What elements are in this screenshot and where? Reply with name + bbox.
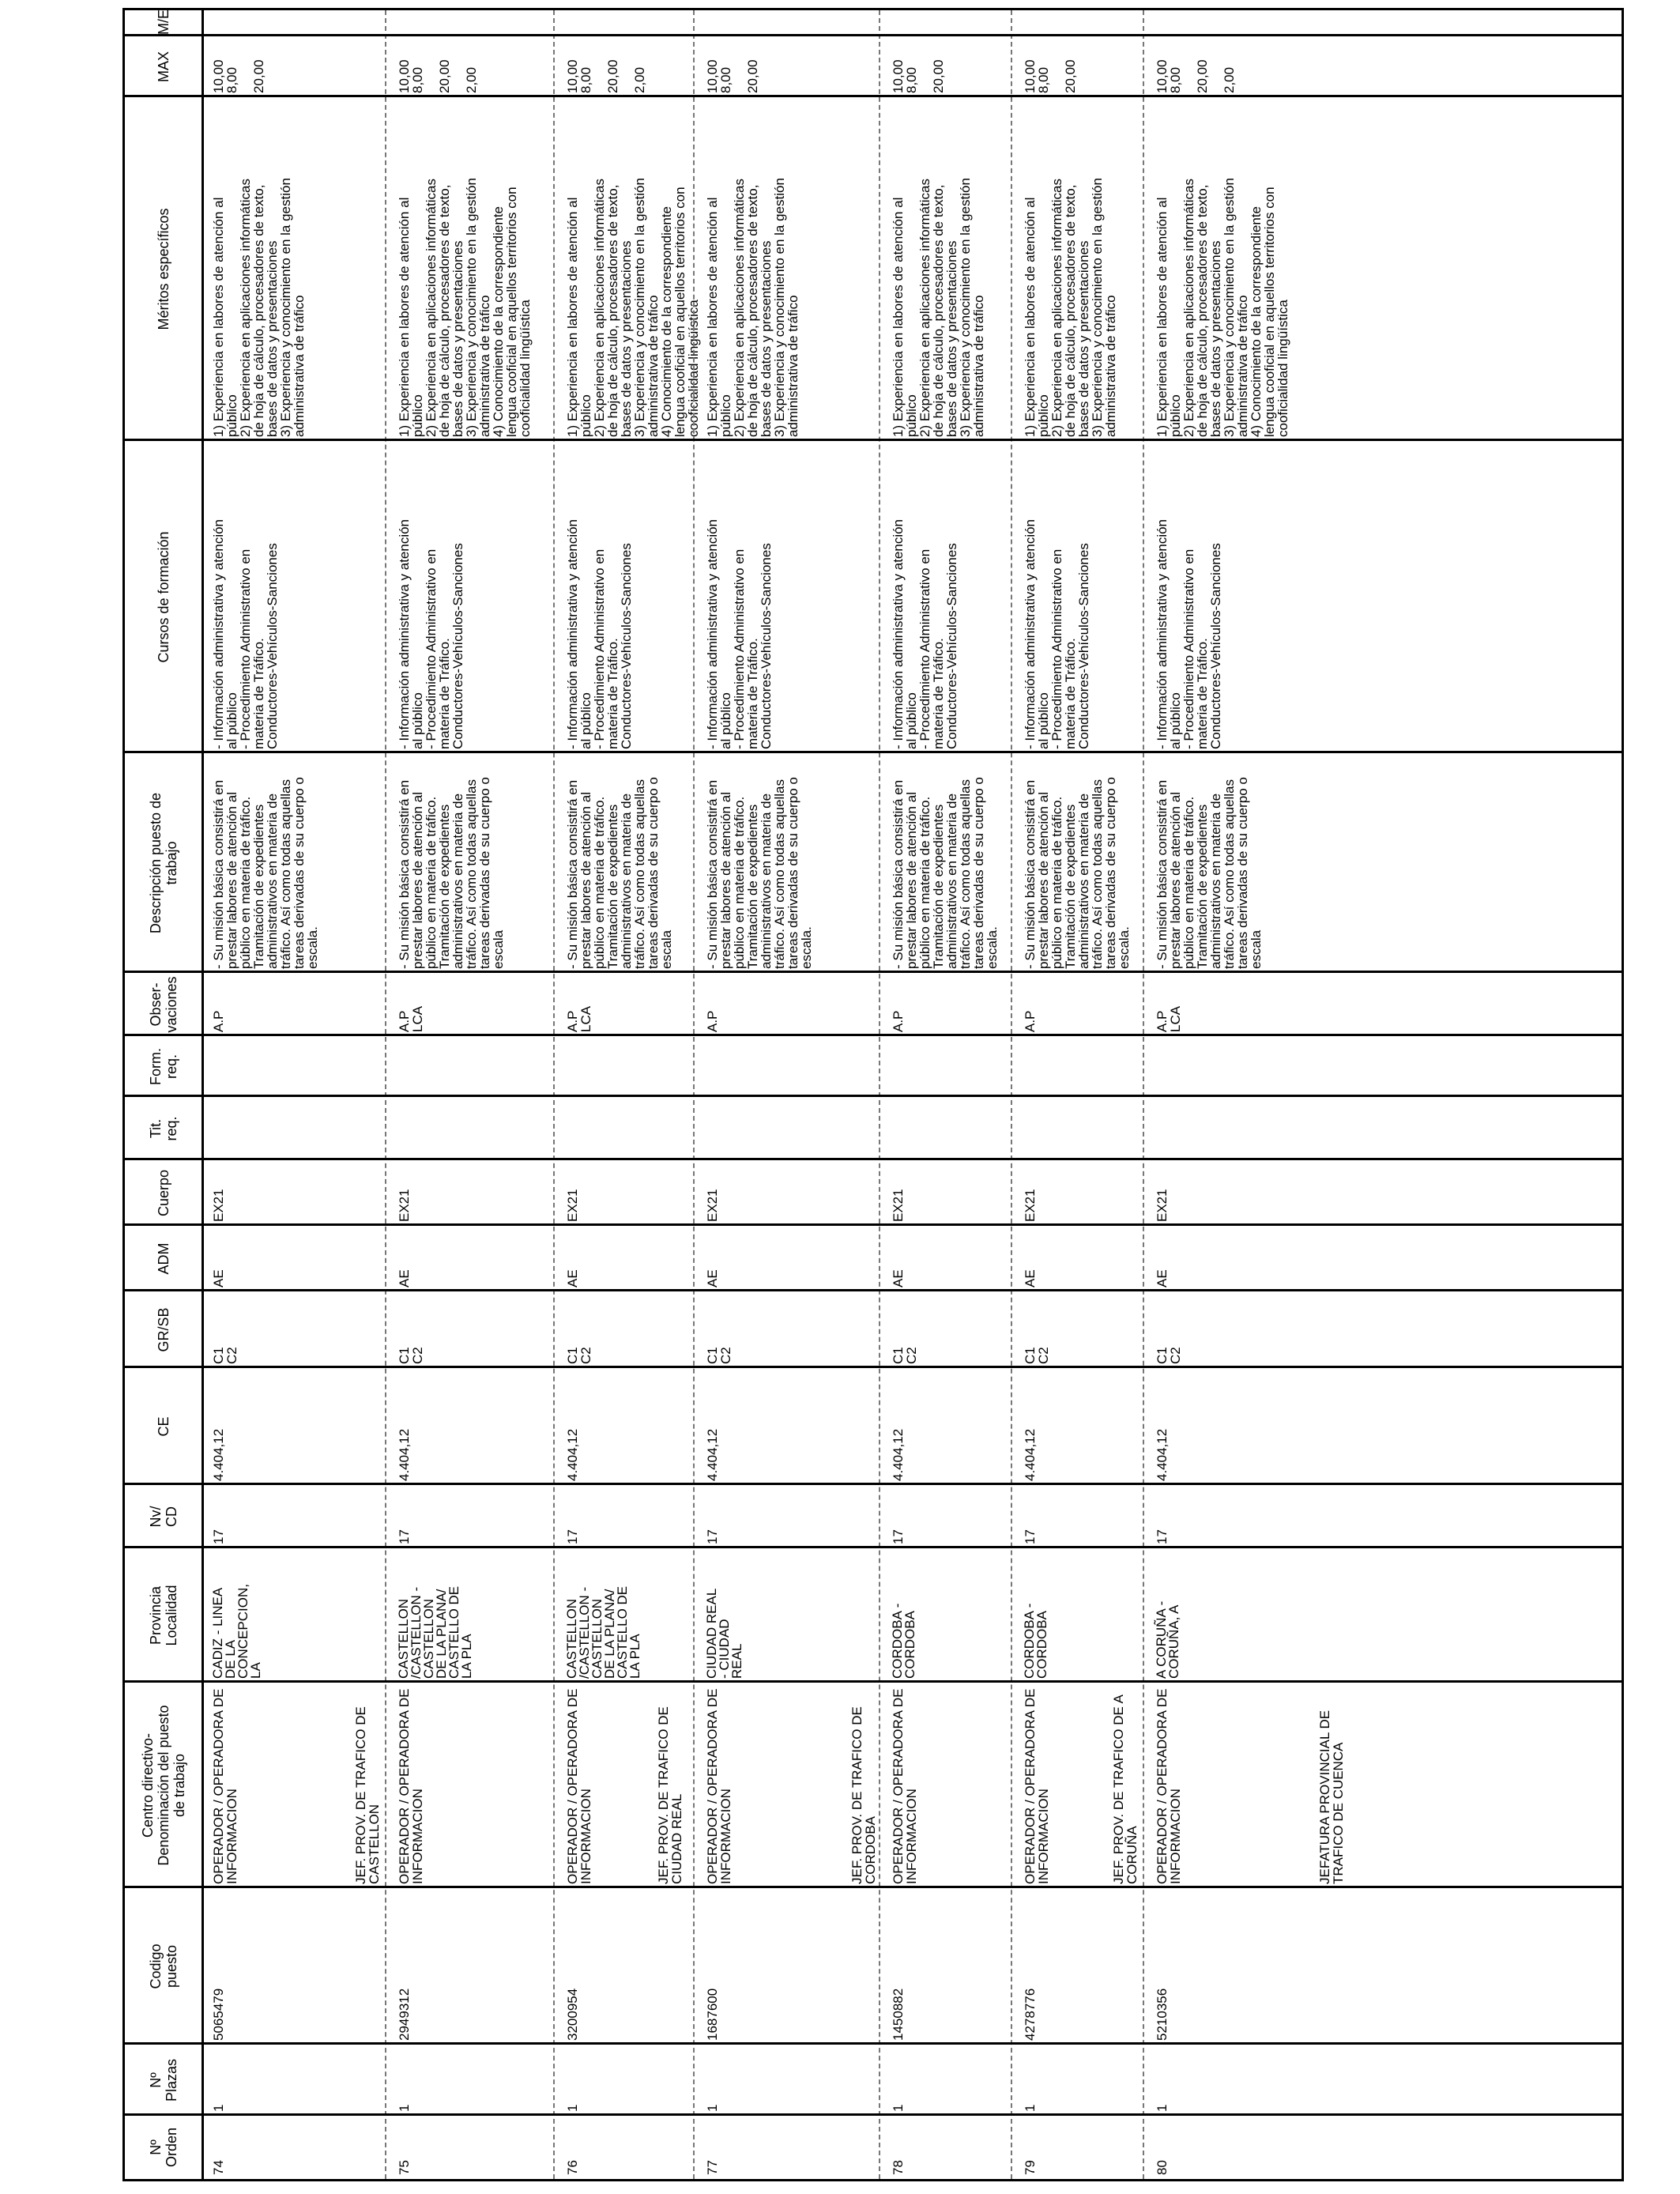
cell-adm: AE [891,1269,906,1287]
cell-denominacion: OPERADOR / OPERADORA DE INFORMACION [1155,1688,1183,1884]
header-ce: CE [155,1416,171,1437]
cell-codigo: 1687600 [705,1988,720,2041]
cell-cursos: - Información administrativa y atención al público - Procedimiento Administrativo en materia de Tráfico. Conductores-Vehículos-Sanciones [891,518,959,749]
column-divider [125,1680,1622,1683]
cell-orden: 80 [1155,2160,1170,2175]
cell-adm: AE [1155,1269,1170,1287]
cell-codigo: 3200954 [565,1988,580,2041]
cell-codigo: 4278776 [1023,1988,1038,2041]
cell-grupo: C1 C2 [1023,1347,1051,1364]
centre-directive-label: JEF. PROV. DE TRAFICO DE CIUDAD REAL [656,1706,684,1884]
cell-cuerpo: EX21 [211,1189,226,1222]
cell-denominacion: OPERADOR / OPERADORA DE INFORMACION [705,1688,733,1884]
header-adm: ADM [155,1242,171,1275]
cell-grupo: C1 C2 [891,1347,919,1364]
cell-cuerpo: EX21 [565,1189,580,1222]
cell-grupo: C1 C2 [211,1347,239,1364]
cell-cuerpo: EX21 [397,1189,412,1222]
cell-descripcion: - Su misión básica consistirá en prestar labores de atención al público en materia de tráfico. Tramitación de expedientes administrativos en materia de tráfico. Así como todas aquellas tareas derivadas de su cuerpo o escala [397,777,506,969]
posts-table [122,8,1624,2181]
cell-denominacion: OPERADOR / OPERADORA DE INFORMACION [1023,1688,1051,1884]
column-divider [125,1158,1622,1160]
cell-codigo: 1450882 [891,1988,906,2041]
column-divider [125,2042,1622,2045]
cell-meritos: 1) Experiencia en labores de atención al público 2) Experiencia en aplicaciones informáticas de hoja de cálculo, procesadores de texto, bases de datos y presentaciones 3) Experiencia y conocimiento en la gestión administrativa de tráfico 4) Conocimiento de la correspondiente lengua cooficial en aquellos territorios con cooficialidad lingüística [397,178,533,437]
cell-nivel: 17 [397,1529,412,1544]
centre-directive-label: JEF. PROV. DE TRAFICO DE A CORUÑA [1111,1695,1139,1884]
header-orden: Nº Orden [147,2127,179,2168]
column-divider [125,1289,1622,1291]
cell-adm: AE [565,1269,580,1287]
cell-provincia: CASTELLON /CASTELLON - CASTELLON DE LA PLANA/ CASTELLO DE LA PLA [564,1585,642,1679]
cell-ce: 4.404,12 [891,1428,906,1481]
column-divider [125,95,1622,97]
column-divider [125,971,1622,973]
cell-cuerpo: EX21 [1155,1189,1170,1222]
cell-provincia: A CORUÑA - CORUÑA, A [1154,1600,1181,1679]
cell-provincia: CADIZ - LINEA DE LA CONCEPCION, LA [210,1584,263,1679]
cell-nivel: 17 [565,1529,580,1544]
column-divider [125,439,1622,441]
cell-observaciones: A.P LCA [565,1005,593,1032]
cell-meritos: 1) Experiencia en labores de atención al público 2) Experiencia en aplicaciones informáticas de hoja de cálculo, procesadores de texto, bases de datos y presentaciones 3) Experiencia y conocimiento en la gestión administrativa de tráfico 4) Conocimiento de la correspondiente lengua cooficial en aquellos territorios con cooficialidad lingüística [1155,178,1290,437]
cell-plazas: 1 [211,2104,226,2112]
cell-descripcion: - Su misión básica consistirá en prestar labores de atención al público en materia de tráfico. Tramitación de expedientes administrativos en materia de tráfico. Así como todas aquellas tareas derivadas de su cuerpo o escala [1155,777,1264,969]
cell-orden: 75 [397,2160,412,2175]
cell-plazas: 1 [565,2104,580,2112]
cell-provincia: CORDOBA - CORDOBA [1022,1603,1049,1679]
cell-nivel: 17 [1155,1529,1170,1544]
cell-nivel: 17 [705,1529,720,1544]
header-me: M/E [155,9,171,36]
cell-nivel: 17 [211,1529,226,1544]
header-cuerpo: Cuerpo [155,1169,171,1217]
cell-max: 10,00 8,00 20,00 2,00 [1155,59,1237,93]
cell-cursos: - Información administrativa y atención al público - Procedimiento Administrativo en materia de Tráfico. Conductores-Vehículos-Sanciones [211,518,280,749]
cell-ce: 4.404,12 [705,1428,720,1481]
cell-descripcion: - Su misión básica consistirá en prestar labores de atención al público en materia de tráfico. Tramitación de expedientes administrativos en materia de tráfico. Así como todas aquellas tareas derivadas de su cuerpo o escala. [211,777,320,969]
cell-provincia: CASTELLON /CASTELLON - CASTELLON DE LA PLANA/ CASTELLO DE LA PLA [396,1585,474,1679]
cell-ce: 4.404,12 [211,1428,226,1481]
cell-nivel: 17 [1023,1529,1038,1544]
cell-cursos: - Información administrativa y atención al público - Procedimiento Administrativo en materia de Tráfico. Conductores-Vehículos-Sanciones [1023,518,1091,749]
cell-cuerpo: EX21 [1023,1189,1038,1222]
cell-cursos: - Información administrativa y atención al público - Procedimiento Administrativo en materia de Tráfico. Conductores-Vehículos-Sanciones [397,518,465,749]
cell-descripcion: - Su misión básica consistirá en prestar labores de atención al público en materia de tráfico. Tramitación de expedientes administrativos en materia de tráfico. Así como todas aquellas tareas derivadas de su cuerpo o escala. [891,777,1000,969]
cell-descripcion: - Su misión básica consistirá en prestar labores de atención al público en materia de tráfico. Tramitación de expedientes administrativos en materia de tráfico. Así como todas aquellas tareas derivadas de su cuerpo o escala [565,777,674,969]
column-divider [125,1546,1622,1548]
column-divider [125,1886,1622,1888]
column-divider [125,1366,1622,1368]
cell-adm: AE [1023,1269,1038,1287]
cell-cursos: - Información administrativa y atención al público - Procedimiento Administrativo en materia de Tráfico. Conductores-Vehículos-Sanciones [705,518,774,749]
cell-meritos: 1) Experiencia en labores de atención al público 2) Experiencia en aplicaciones informáticas de hoja de cálculo, procesadores de texto, bases de datos y presentaciones 3) Experiencia y conocimiento en la gestión administrativa de tráfico [891,178,986,437]
cell-orden: 78 [891,2160,906,2175]
header-formacion: Form. req. [147,1048,179,1085]
centre-directive-label: JEFATURA PROVINCIAL DE TRAFICO DE CUENCA [1317,1710,1346,1884]
cell-codigo: 2949312 [397,1988,412,2041]
column-divider [125,1034,1622,1036]
cell-orden: 74 [211,2160,226,2175]
cell-plazas: 1 [705,2104,720,2112]
cell-plazas: 1 [1155,2104,1170,2112]
cell-observaciones: A.P [1023,1010,1038,1032]
cell-ce: 4.404,12 [565,1428,580,1481]
cell-grupo: C1 C2 [397,1347,425,1364]
cell-cursos: - Información administrativa y atención al público - Procedimiento Administrativo en materia de Tráfico. Conductores-Vehículos-Sanciones [1155,518,1223,749]
cell-adm: AE [705,1269,720,1287]
cell-max: 10,00 8,00 20,00 [705,59,760,93]
column-divider [125,2113,1622,2116]
cell-denominacion: OPERADOR / OPERADORA DE INFORMACION [565,1688,593,1884]
cell-ce: 4.404,12 [397,1428,412,1481]
cell-meritos: 1) Experiencia en labores de atención al público 2) Experiencia en aplicaciones informáticas de hoja de cálculo, procesadores de texto, bases de datos y presentaciones 3) Experiencia y conocimiento en la gestión administrativa de tráfico [1023,178,1118,437]
cell-provincia: CIUDAD REAL - CIUDAD REAL [704,1588,744,1679]
cell-adm: AE [211,1269,226,1287]
cell-meritos: 1) Experiencia en labores de atención al público 2) Experiencia en aplicaciones informáticas de hoja de cálculo, procesadores de texto, bases de datos y presentaciones 3) Experiencia y conocimiento en la gestión administrativa de tráfico [705,178,800,437]
cell-descripcion: - Su misión básica consistirá en prestar labores de atención al público en materia de tráfico. Tramitación de expedientes administrativos en materia de tráfico. Así como todas aquellas tareas derivadas de su cuerpo o escala. [705,777,814,969]
cell-nivel: 17 [891,1529,906,1544]
cell-plazas: 1 [891,2104,906,2112]
cell-codigo: 5210356 [1155,1988,1170,2041]
cell-observaciones: A.P LCA [1155,1005,1183,1032]
cell-cuerpo: EX21 [705,1189,720,1222]
cell-max: 10,00 8,00 20,00 2,00 [565,59,647,93]
column-divider [125,34,1622,36]
cell-max: 10,00 8,00 20,00 [1023,59,1078,93]
header-descripcion: Descripción puesto de trabajo [147,792,179,934]
cell-orden: 79 [1023,2160,1038,2175]
cell-provincia: CORDOBA - CORDOBA [890,1603,917,1679]
cell-max: 10,00 8,00 20,00 [211,59,266,93]
centre-directive-label: JEF. PROV. DE TRAFICO DE CASTELLON [353,1706,382,1884]
header-plazas: Nº Plazas [147,2058,179,2102]
cell-denominacion: OPERADOR / OPERADORA DE INFORMACION [211,1688,239,1884]
header-observaciones: Obser- vaciones [147,976,179,1033]
cell-max: 10,00 8,00 20,00 [891,59,946,93]
cell-meritos: 1) Experiencia en labores de atención al público 2) Experiencia en aplicaciones informáticas de hoja de cálculo, procesadores de texto, bases de datos y presentaciones 3) Experiencia y conocimiento en la gestión administrativa de tráfico 4) Conocimiento de la correspondiente lengua cooficial en aquellos territorios con cooficialidad lingüística [565,178,701,437]
cell-orden: 77 [705,2160,720,2175]
column-divider [125,1483,1622,1485]
header-codigo: Codigo puesto [147,1943,179,1989]
cell-observaciones: A.P LCA [397,1005,425,1032]
header-titulacion: Tit. req. [147,1116,179,1141]
cell-codigo: 5065479 [211,1988,226,2041]
cell-denominacion: OPERADOR / OPERADORA DE INFORMACION [891,1688,919,1884]
cell-plazas: 1 [1023,2104,1038,2112]
cell-observaciones: A.P [211,1010,226,1032]
column-divider [125,751,1622,753]
cell-adm: AE [397,1269,412,1287]
cell-grupo: C1 C2 [565,1347,593,1364]
header-cursos: Cursos de formación [155,531,171,663]
centre-directive-label: JEF. PROV. DE TRAFICO DE CORDOBA [849,1706,878,1884]
header-centro: Centro directivo- Denominación del puesto de trabajo [139,1705,187,1866]
header-provincia: Provincia Localidad [147,1585,179,1646]
header-meritos: Méritos específicos [155,208,171,330]
cell-cursos: - Información administrativa y atención al público - Procedimiento Administrativo en materia de Tráfico. Conductores-Vehículos-Sanciones [565,518,634,749]
header-nivel: Nv/ CD [147,1506,179,1528]
cell-max: 10,00 8,00 20,00 2,00 [397,59,479,93]
header-max: MAX [155,51,171,83]
cell-denominacion: OPERADOR / OPERADORA DE INFORMACION [397,1688,425,1884]
cell-observaciones: A.P [705,1010,720,1032]
cell-ce: 4.404,12 [1023,1428,1038,1481]
cell-ce: 4.404,12 [1155,1428,1170,1481]
cell-grupo: C1 C2 [1155,1347,1183,1364]
column-divider [125,1223,1622,1226]
cell-cuerpo: EX21 [891,1189,906,1222]
cell-grupo: C1 C2 [705,1347,733,1364]
cell-observaciones: A.P [891,1010,906,1032]
header-grupo: GR/SB [155,1307,171,1352]
column-divider [125,1095,1622,1097]
cell-orden: 76 [565,2160,580,2175]
cell-meritos: 1) Experiencia en labores de atención al público 2) Experiencia en aplicaciones informáticas de hoja de cálculo, procesadores de texto, bases de datos y presentaciones 3) Experiencia y conocimiento en la gestión administrativa de tráfico [211,178,307,437]
cell-descripcion: - Su misión básica consistirá en prestar labores de atención al público en materia de tráfico. Tramitación de expedientes administrativos en materia de tráfico. Así como todas aquellas tareas derivadas de su cuerpo o escala. [1023,777,1132,969]
cell-plazas: 1 [397,2104,412,2112]
